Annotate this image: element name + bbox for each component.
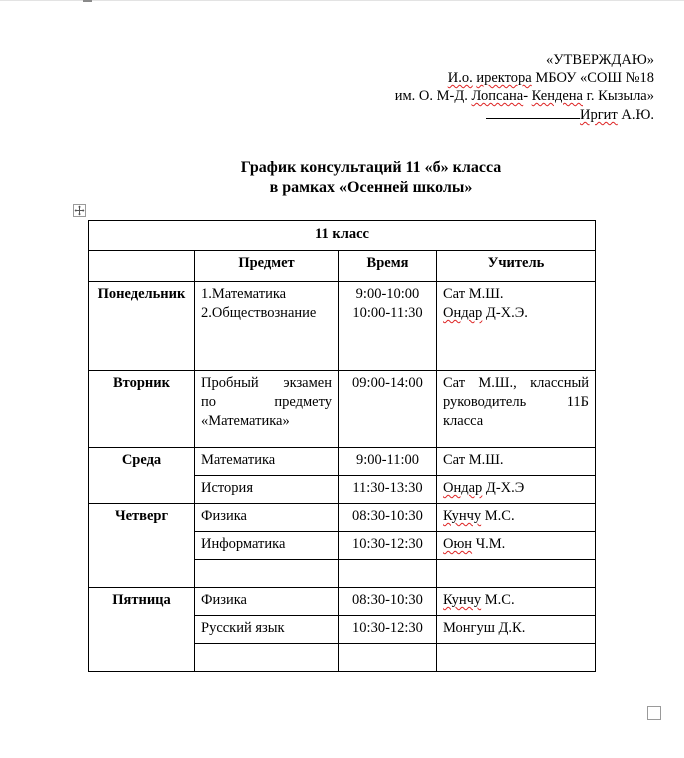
- header-time[interactable]: Время: [339, 251, 437, 282]
- table-row-wednesday-1: [89, 448, 596, 476]
- table-row-tuesday: [89, 371, 596, 448]
- header-subject[interactable]: Предмет: [195, 251, 339, 282]
- teacher-cell[interactable]: Кунчу М.С.: [437, 588, 596, 616]
- teacher-cell[interactable]: Оюн Ч.М.: [437, 532, 596, 560]
- teacher-cell[interactable]: Ондар Д-Х.Э: [437, 476, 596, 504]
- teacher-cell[interactable]: Монгуш Д.К.: [437, 616, 596, 644]
- time-cell[interactable]: 08:30-10:30: [339, 588, 437, 616]
- subject-cell[interactable]: 1.Математика 2.Обществознание: [195, 282, 339, 371]
- teacher-cell[interactable]: Сат М.Ш.: [437, 448, 596, 476]
- approval-signature-line: Иргит А.Ю.: [395, 105, 654, 124]
- approval-line-2: И.о. иректора МБОУ «СОШ №18: [447, 70, 654, 86]
- class-header-cell[interactable]: 11 класс: [89, 221, 596, 251]
- day-thursday[interactable]: Четверг: [89, 504, 195, 588]
- table-resize-handle[interactable]: [647, 706, 661, 720]
- subject-cell[interactable]: Математика: [195, 448, 339, 476]
- header-teacher[interactable]: Учитель: [437, 251, 596, 282]
- day-wednesday[interactable]: Среда: [89, 448, 195, 504]
- ruler-indent-marker[interactable]: [83, 0, 92, 2]
- subject-cell[interactable]: Русский язык: [195, 616, 339, 644]
- table-row-thursday-1: [89, 504, 596, 532]
- teacher-cell[interactable]: Кунчу М.С.: [437, 504, 596, 532]
- day-tuesday[interactable]: Вторник: [89, 371, 195, 448]
- signature-blank: [486, 105, 580, 119]
- schedule-table: [88, 220, 596, 672]
- time-cell[interactable]: 08:30-10:30: [339, 504, 437, 532]
- table-row-class-header: [89, 221, 596, 251]
- title-line-1: График консультаций 11 «б» класса: [240, 159, 502, 176]
- subject-cell[interactable]: Физика: [195, 504, 339, 532]
- subject-cell[interactable]: Физика: [195, 588, 339, 616]
- document-title: [0, 158, 684, 198]
- time-cell[interactable]: 11:30-13:30: [339, 476, 437, 504]
- day-monday[interactable]: Понедельник: [89, 282, 195, 371]
- teacher-cell[interactable]: [437, 644, 596, 672]
- move-arrows-icon: [74, 205, 85, 216]
- time-cell[interactable]: 09:00-14:00: [339, 371, 437, 448]
- subject-cell[interactable]: Пробный экзамен по предмету «Математика»: [195, 371, 339, 448]
- day-friday[interactable]: Пятница: [89, 588, 195, 672]
- approval-block: [395, 51, 654, 124]
- teacher-cell[interactable]: Сат М.Ш. Ондар Д-Х.Э.: [437, 282, 596, 371]
- table-row-headers: [89, 251, 596, 282]
- time-cell[interactable]: [339, 644, 437, 672]
- title-line-2: в рамках «Осенней школы»: [269, 179, 473, 196]
- time-cell[interactable]: 10:30-12:30: [339, 616, 437, 644]
- table-row-friday-1: [89, 588, 596, 616]
- table-move-handle[interactable]: [73, 204, 86, 217]
- subject-cell[interactable]: История: [195, 476, 339, 504]
- subject-cell[interactable]: [195, 644, 339, 672]
- approval-line-1: «УТВЕРЖДАЮ»: [546, 52, 654, 68]
- time-cell[interactable]: [339, 560, 437, 588]
- header-day[interactable]: [89, 251, 195, 282]
- time-cell[interactable]: 9:00-11:00: [339, 448, 437, 476]
- approval-line-3: им. О. М-Д. Лопсана- Кендена г. Кызыла»: [394, 88, 654, 104]
- time-cell[interactable]: 10:30-12:30: [339, 532, 437, 560]
- teacher-cell[interactable]: [437, 560, 596, 588]
- teacher-cell[interactable]: Сат М.Ш., классный руководитель 11Б класса: [437, 371, 596, 448]
- subject-cell[interactable]: [195, 560, 339, 588]
- subject-cell[interactable]: Информатика: [195, 532, 339, 560]
- ruler-edge: [0, 0, 684, 1]
- time-cell[interactable]: 9:00-10:00 10:00-11:30: [339, 282, 437, 371]
- table-row-monday: [89, 282, 596, 371]
